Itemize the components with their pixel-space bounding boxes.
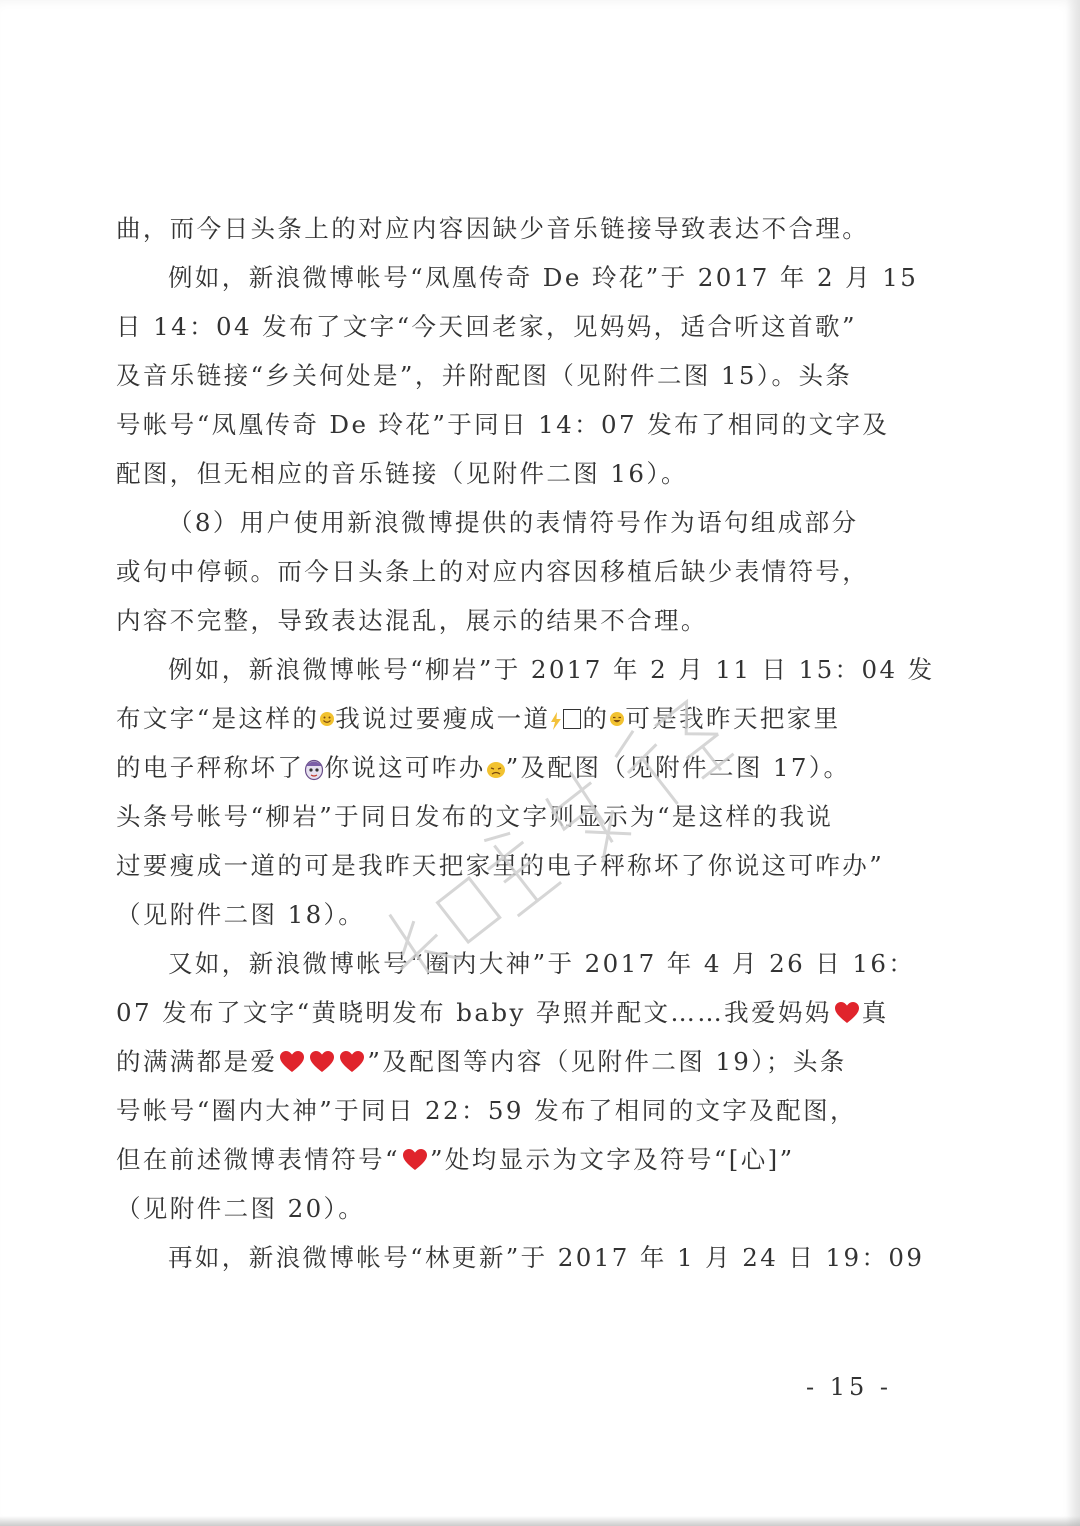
text-segment: ”处均显示为文字及符号“[心]” xyxy=(429,1145,795,1174)
grin-emoji-icon xyxy=(609,711,625,727)
text-line: 曲，而今日头条上的对应内容因缺少音乐链接导致表达不合理。 xyxy=(116,214,870,243)
text-segment: 的电子秤称坏了 xyxy=(116,753,305,782)
text-line: （8）用户使用新浪微博提供的表情符号作为语句组成部分 xyxy=(168,508,859,537)
text-segment: 真 xyxy=(861,998,889,1027)
text-segment: 的满满都是爱 xyxy=(116,1047,278,1076)
worried-emoji-icon xyxy=(486,761,506,779)
text-line: 再如，新浪微博帐号“林更新”于 2017 年 1 月 24 日 19：09 xyxy=(168,1243,925,1272)
text-line: 号帐号“凤凰传奇 De 玲花”于同日 14：07 发布了相同的文字及 xyxy=(116,410,890,439)
text-line: 及音乐链接“乡关何处是”，并附配图（见附件二图 15）。头条 xyxy=(116,361,853,390)
text-line: 内容不完整，导致表达混乱，展示的结果不合理。 xyxy=(116,606,708,635)
text-line-with-emoji xyxy=(116,743,888,792)
scan-edge-shadow xyxy=(1066,0,1080,1526)
text-segment: 07 发布了文字“黄晓明发布 baby 孕照并配文……我爱妈妈 xyxy=(116,998,832,1027)
body-text xyxy=(116,204,935,1282)
heart-emoji-icon xyxy=(834,1001,860,1025)
heart-emoji-icon xyxy=(309,1050,335,1074)
text-segment: 布文字“是这样的 xyxy=(116,704,320,733)
text-segment: ”及配图等内容（见附件二图 19）；头条 xyxy=(367,1047,847,1076)
scan-bottom-shadow xyxy=(0,1516,1080,1526)
text-line: （见附件二图 18）。 xyxy=(116,900,366,929)
text-line: 例如，新浪微博帐号“凤凰传奇 De 玲花”于 2017 年 2 月 15 xyxy=(168,263,919,292)
text-line: 头条号帐号“柳岩”于同日发布的文字则显示为“是这样的我说 xyxy=(116,802,834,831)
text-line: （见附件二图 20）。 xyxy=(116,1194,366,1223)
text-segment: 但在前述微博表情符号“ xyxy=(116,1145,400,1174)
text-line-with-emoji xyxy=(116,1135,888,1184)
text-line: 过要瘦成一道的可是我昨天把家里的电子秤称坏了你说这可咋办” xyxy=(116,851,885,880)
missing-glyph-box-icon xyxy=(563,709,581,729)
text-line: 或句中停顿。而今日头条上的对应内容因移植后缺少表情符号， xyxy=(116,557,870,586)
text-line-with-emoji xyxy=(116,1037,888,1086)
text-segment: 我说过要瘦成一道 xyxy=(335,704,551,733)
text-line: 日 14：04 发布了文字“今天回老家，见妈妈，适合听这首歌” xyxy=(116,312,857,341)
text-line: 配图，但无相应的音乐链接（见附件二图 16）。 xyxy=(116,459,688,488)
heart-emoji-icon xyxy=(402,1148,428,1172)
text-segment: 你说这可咋办 xyxy=(324,753,486,782)
cartoon-face-emoji-icon xyxy=(304,759,324,781)
heart-emoji-icon xyxy=(339,1050,365,1074)
text-line: 号帐号“圈内大神”于同日 22：59 发布了相同的文字及配图， xyxy=(116,1096,857,1125)
text-segment: ”及配图（见附件二图 17）。 xyxy=(505,753,851,782)
smile-emoji-icon xyxy=(319,711,335,727)
text-line-with-emoji xyxy=(116,694,888,743)
text-segment: 可是我昨天把家里 xyxy=(625,704,841,733)
page-number: - 15 - xyxy=(806,1373,893,1401)
text-line: 例如，新浪微博帐号“柳岩”于 2017 年 2 月 11 日 15：04 发 xyxy=(168,655,935,684)
text-line-with-emoji xyxy=(116,988,888,1037)
heart-emoji-icon xyxy=(279,1050,305,1074)
lightning-emoji-icon xyxy=(550,712,562,730)
text-segment: 的 xyxy=(582,704,610,733)
text-line: 又如，新浪微博帐号“圈内大神”于 2017 年 4 月 26 日 16： xyxy=(168,949,916,978)
